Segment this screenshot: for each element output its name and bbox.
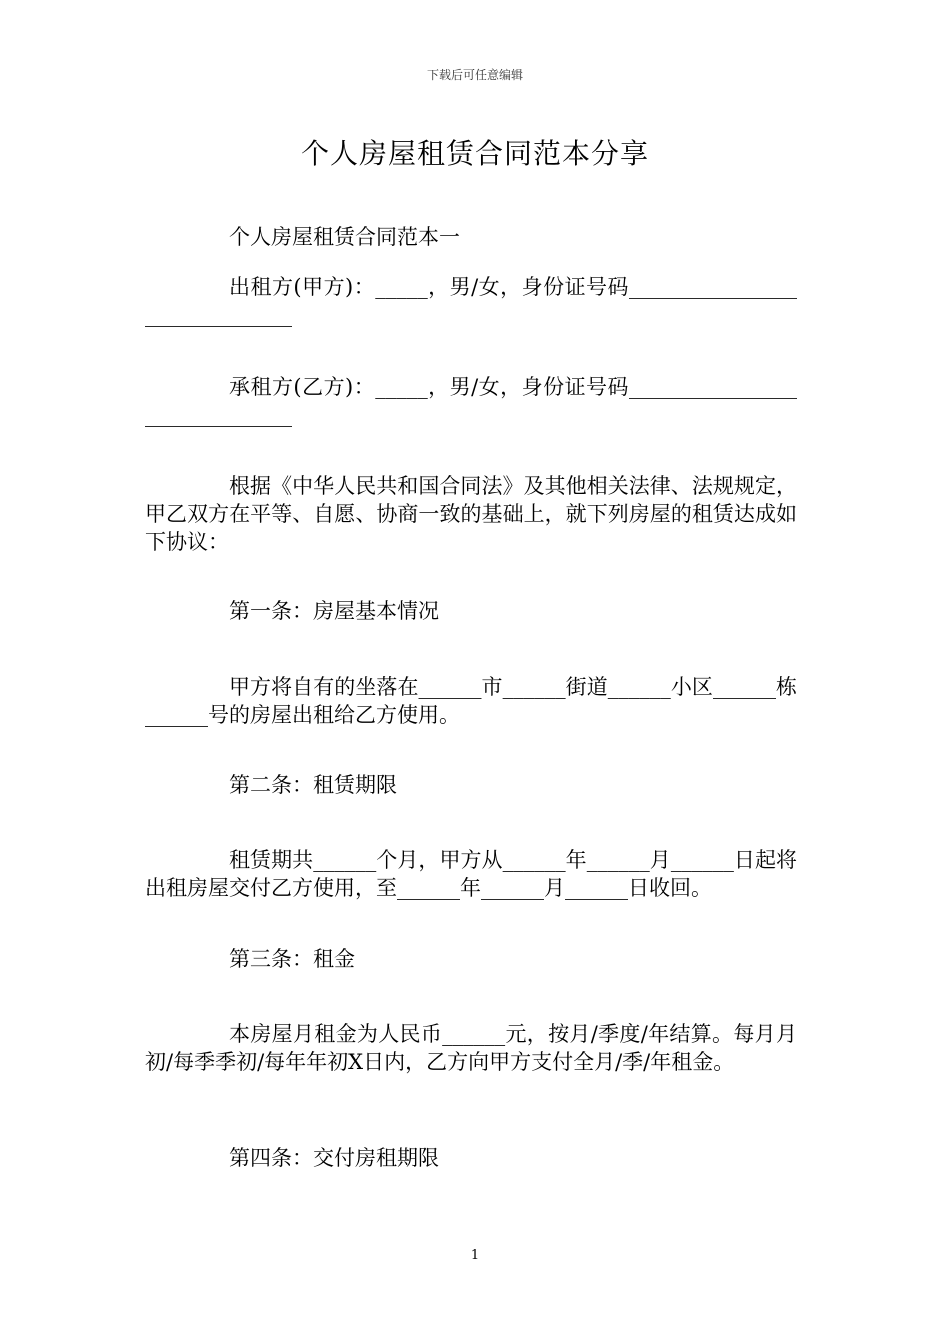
section-heading: 个人房屋租赁合同范本一 xyxy=(229,225,460,249)
document-title: 个人房屋租赁合同范本分享 xyxy=(300,137,649,170)
article-4-heading: 第四条：交付房租期限 xyxy=(229,1146,439,1170)
lessee-line: 承租方(乙方)：_____，男/女，身份证号码______________________________ xyxy=(145,375,797,427)
article-1-body: 甲方将自有的坐落在______市______街道______小区______栋______号的房屋出租给乙方使用。 xyxy=(145,675,797,727)
article-2-heading: 第二条：租赁期限 xyxy=(229,773,397,797)
page-number: 1 xyxy=(470,1248,480,1263)
article-3-body: 本房屋月租金为人民币______元，按月/季度/年结算。每月月初/每季季初/每年年初X日内，乙方向甲方支付全月/季/年租金。 xyxy=(145,1022,797,1074)
article-2-body: 租赁期共______个月，甲方从______年______月______日起将出租房屋交付乙方使用，至______年______月______日收回。 xyxy=(145,848,797,900)
header-note: 下载后可任意编辑 xyxy=(426,68,523,82)
preamble-paragraph: 根据《中华人民共和国合同法》及其他相关法律、法规规定，甲乙双方在平等、自愿、协商一致的基础上，就下列房屋的租赁达成如下协议： xyxy=(145,474,797,554)
article-3-heading: 第三条：租金 xyxy=(229,947,355,971)
lessor-line: 出租方(甲方)：_____，男/女，身份证号码______________________________ xyxy=(145,275,797,327)
article-1-heading: 第一条：房屋基本情况 xyxy=(229,599,439,623)
